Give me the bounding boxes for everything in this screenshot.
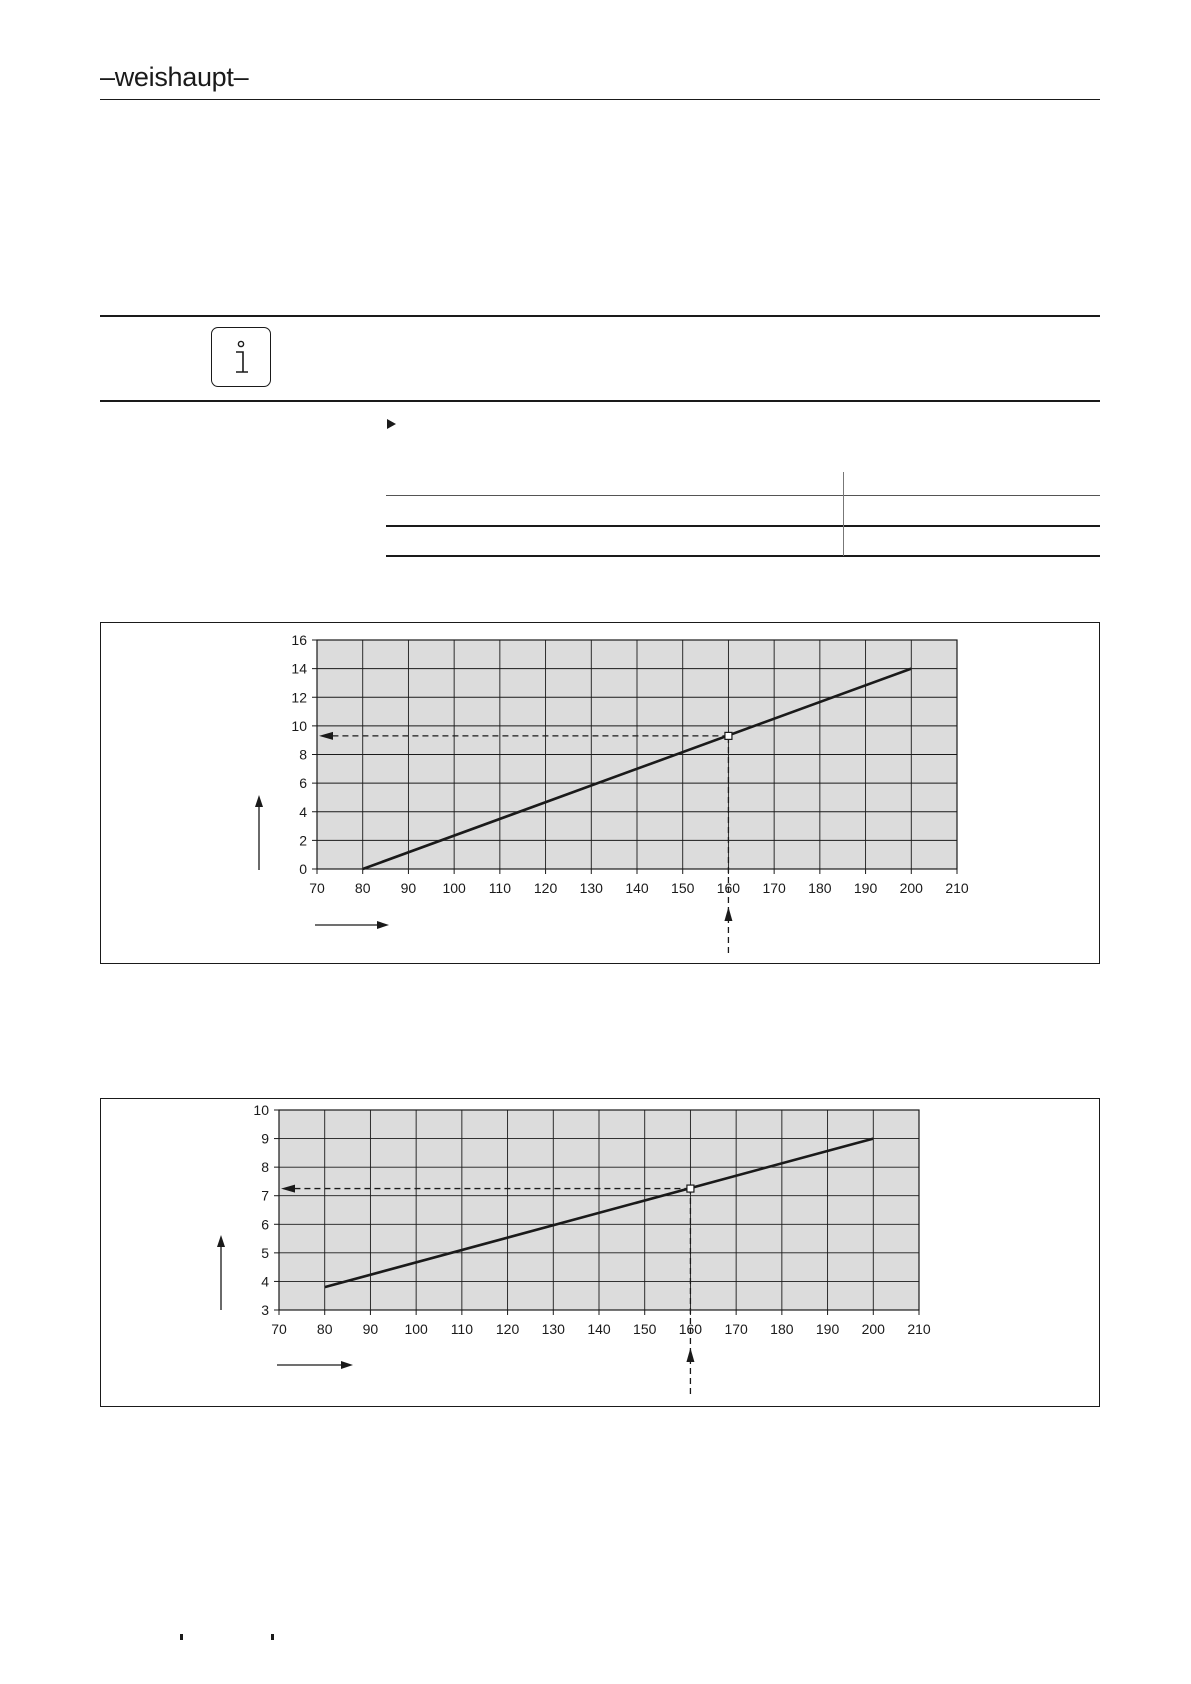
y-tick-label: 0 bbox=[299, 861, 307, 877]
x-tick-label: 130 bbox=[541, 1321, 565, 1337]
x-tick-label: 80 bbox=[354, 880, 371, 896]
x-direction-arrow-icon bbox=[377, 921, 389, 929]
x-tick-label: 90 bbox=[362, 1321, 379, 1337]
reading-arrow-up bbox=[724, 907, 732, 921]
info-rule-bottom bbox=[100, 400, 1100, 402]
y-tick-label: 8 bbox=[261, 1159, 269, 1176]
x-tick-label: 190 bbox=[853, 880, 878, 896]
y-tick-label: 14 bbox=[291, 660, 307, 677]
x-direction-arrow-icon bbox=[341, 1361, 353, 1369]
info-rule-top-right bbox=[386, 315, 1100, 317]
x-tick-label: 70 bbox=[309, 880, 325, 896]
x-tick-label: 110 bbox=[450, 1321, 474, 1337]
table-column-divider bbox=[843, 472, 844, 556]
x-tick-label: 150 bbox=[671, 880, 695, 896]
y-tick-label: 8 bbox=[299, 746, 307, 763]
y-tick-label: 7 bbox=[261, 1187, 269, 1204]
reading-arrow-up bbox=[686, 1348, 694, 1362]
x-tick-label: 190 bbox=[815, 1321, 840, 1337]
y-tick-label: 2 bbox=[299, 832, 307, 849]
chart-frame-1 bbox=[100, 622, 1100, 964]
y-tick-label: 10 bbox=[253, 1102, 269, 1118]
y-tick-label: 16 bbox=[291, 632, 307, 648]
y-tick-label: 12 bbox=[291, 689, 307, 706]
x-tick-label: 110 bbox=[488, 880, 512, 896]
y-tick-label: 4 bbox=[261, 1273, 269, 1290]
table-rule-1 bbox=[386, 495, 1100, 496]
info-glyph bbox=[212, 328, 272, 388]
x-tick-label: 120 bbox=[495, 1321, 520, 1337]
x-tick-label: 140 bbox=[587, 1321, 611, 1337]
footer-mark-left bbox=[180, 1634, 183, 1640]
x-tick-label: 200 bbox=[861, 1321, 885, 1337]
x-tick-label: 210 bbox=[945, 880, 969, 896]
x-tick-label: 80 bbox=[316, 1321, 333, 1337]
y-direction-arrow-icon bbox=[255, 795, 263, 807]
x-tick-label: 90 bbox=[400, 880, 417, 896]
x-tick-label: 160 bbox=[716, 880, 741, 896]
footer-mark-right bbox=[271, 1634, 274, 1640]
table-rule-2 bbox=[386, 525, 1100, 527]
chart-frame-2 bbox=[100, 1098, 1100, 1407]
triangle-right-icon bbox=[387, 419, 396, 429]
x-tick-label: 170 bbox=[762, 880, 786, 896]
y-tick-label: 4 bbox=[299, 803, 307, 820]
brand-logo: –weishaupt– bbox=[100, 62, 249, 92]
x-tick-label: 120 bbox=[533, 880, 558, 896]
y-tick-label: 6 bbox=[299, 775, 307, 792]
x-tick-label: 130 bbox=[579, 880, 603, 896]
table-rule-3 bbox=[386, 555, 1100, 557]
info-rule-top-left bbox=[100, 315, 386, 317]
x-tick-label: 100 bbox=[404, 1321, 428, 1337]
x-tick-label: 180 bbox=[770, 1321, 794, 1337]
header-rule bbox=[100, 99, 1100, 100]
y-tick-label: 6 bbox=[261, 1216, 269, 1233]
reading-point bbox=[725, 732, 732, 739]
chart-1 bbox=[101, 623, 1101, 965]
y-tick-label: 10 bbox=[291, 717, 307, 734]
reading-point bbox=[687, 1185, 694, 1192]
y-tick-label: 3 bbox=[261, 1302, 269, 1318]
info-icon bbox=[211, 327, 271, 387]
x-tick-label: 200 bbox=[899, 880, 923, 896]
chart-2 bbox=[101, 1099, 1101, 1408]
y-tick-label: 9 bbox=[261, 1130, 269, 1147]
x-tick-label: 210 bbox=[907, 1321, 931, 1337]
x-tick-label: 140 bbox=[625, 880, 649, 896]
y-tick-label: 5 bbox=[261, 1244, 269, 1261]
y-direction-arrow-icon bbox=[217, 1235, 225, 1247]
x-tick-label: 170 bbox=[724, 1321, 748, 1337]
x-tick-label: 100 bbox=[442, 880, 466, 896]
x-tick-label: 180 bbox=[808, 880, 832, 896]
x-tick-label: 70 bbox=[271, 1321, 287, 1337]
x-tick-label: 150 bbox=[633, 1321, 657, 1337]
x-tick-label: 160 bbox=[678, 1321, 703, 1337]
